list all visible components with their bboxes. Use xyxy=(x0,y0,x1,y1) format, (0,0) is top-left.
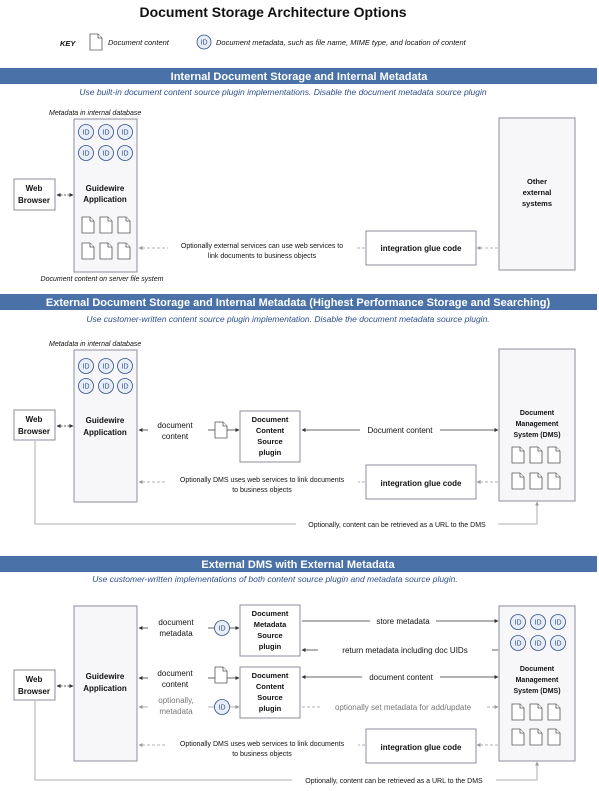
svg-text:ID: ID xyxy=(82,363,90,371)
key-label: KEY xyxy=(60,39,76,48)
section3-web-browser-label-1: Web xyxy=(25,675,43,684)
svg-text:ID: ID xyxy=(534,619,542,627)
section2-dms-label-2: Management xyxy=(515,421,559,428)
section2-doc-content-arrow-label: Document content xyxy=(367,426,433,435)
section1-subtitle: Use built-in document content source plugin implementations. Disable the document metadata source plugin xyxy=(79,87,487,97)
section1-glue-label: integration glue code xyxy=(380,244,462,253)
svg-text:ID: ID xyxy=(121,150,129,158)
section1-external-label-3: systems xyxy=(521,199,553,208)
section3-dms-label-3: System (DMS) xyxy=(513,688,561,695)
section3-url-note: Optionally, content can be retrieved as a URL to the DMS xyxy=(305,778,483,785)
section2-plugin-label-3: Source xyxy=(257,437,283,446)
section2-doc-content-label-2: content xyxy=(161,432,189,441)
section3-dms-label-2: Management xyxy=(515,677,559,684)
key-id-icon xyxy=(197,35,211,49)
svg-text:ID: ID xyxy=(121,383,129,391)
page-title: Document Storage Architecture Options xyxy=(139,4,407,20)
section3-subtitle: Use customer-written implementations of both content source plugin and metadata source plugin. xyxy=(92,574,458,584)
section2-url-note: Optionally, content can be retrieved as a URL to the DMS xyxy=(308,522,486,529)
section2-dms-label-3: System (DMS) xyxy=(513,432,561,439)
svg-text:ID: ID xyxy=(534,640,542,648)
svg-text:ID: ID xyxy=(82,383,90,391)
section2-web-browser-label-2: Browser xyxy=(17,427,51,436)
svg-text:ID: ID xyxy=(82,150,90,158)
section3-optional-metadata-label-2: metadata xyxy=(159,707,193,716)
section1-note-1: Optionally external services can use web services to xyxy=(180,243,344,250)
section1-note-2: link documents to business objects xyxy=(207,253,317,260)
section2-plugin-label-1: Document xyxy=(251,415,289,424)
section3-web-browser-label-2: Browser xyxy=(17,687,51,696)
section3-metadata-plugin-label-1: Document xyxy=(251,609,289,618)
section2-guidewire-label-2: Application xyxy=(83,428,127,437)
section3-dms-label-1: Document xyxy=(519,666,555,673)
svg-text:ID: ID xyxy=(554,619,562,627)
section3-doc-metadata-label-2: metadata xyxy=(159,629,193,638)
section3-guidewire-label-2: Application xyxy=(83,684,127,693)
section2-note-1: Optionally DMS uses web services to link documents xyxy=(179,477,345,484)
section2-web-browser-label-1: Web xyxy=(25,415,43,424)
section2-subtitle: Use customer-written content source plugin implementation. Disable the document metadata source plugin. xyxy=(86,314,490,324)
section1-guidewire-label-1: Guidewire xyxy=(85,184,125,193)
section2-title: External Document Storage and Internal Metadata (Highest Performance Storage and Searching) xyxy=(45,297,551,309)
section2-guidewire-label-1: Guidewire xyxy=(85,416,125,425)
section2-metadata-caption: Metadata in internal database xyxy=(49,341,142,348)
section2-doc-icon xyxy=(215,422,227,438)
section3-doc-content-label-2: content xyxy=(161,680,189,689)
svg-text:ID: ID xyxy=(514,619,522,627)
section3-content-plugin-label-2: Content xyxy=(255,682,285,691)
section1-content-caption: Document content on server file system xyxy=(40,276,164,283)
section3-note-1: Optionally DMS uses web services to link documents xyxy=(179,741,345,748)
section3-document-content-label: document content xyxy=(369,673,433,682)
section1-guidewire-label-2: Application xyxy=(83,195,127,204)
svg-text:ID: ID xyxy=(554,640,562,648)
svg-text:ID: ID xyxy=(218,704,226,712)
section3-content-plugin-label-3: Source xyxy=(257,693,283,702)
key-doc-text: Document content xyxy=(108,38,169,47)
section1-web-browser-label-2: Browser xyxy=(17,196,51,205)
section3-metadata-plugin-label-2: Metadata xyxy=(253,620,287,629)
svg-text:ID: ID xyxy=(514,640,522,648)
section3-return-metadata-label: return metadata including doc UIDs xyxy=(342,646,468,655)
section3-doc-icon xyxy=(215,667,227,683)
section1-title: Internal Document Storage and Internal Metadata xyxy=(170,71,428,83)
svg-text:ID: ID xyxy=(121,129,129,137)
svg-text:ID: ID xyxy=(121,363,129,371)
section3-content-plugin-label-1: Document xyxy=(251,671,289,680)
section3-optionally-set-label: optionally set metadata for add/update xyxy=(334,703,472,712)
section3-guidewire-label-1: Guidewire xyxy=(85,672,125,681)
section1-web-browser-label-1: Web xyxy=(25,184,43,193)
key-doc-icon xyxy=(90,34,102,50)
svg-text:ID: ID xyxy=(102,150,110,158)
section3-metadata-plugin-label-4: plugin xyxy=(258,642,282,651)
section2-glue-label: integration glue code xyxy=(380,479,462,488)
section3-store-metadata-label: store metadata xyxy=(376,617,430,626)
section1-external-label-1: Other xyxy=(526,177,548,186)
section3-metadata-id-icon xyxy=(215,621,230,636)
section3-doc-metadata-label-1: document xyxy=(158,618,194,627)
section2-doc-content-label-1: document xyxy=(157,421,193,430)
svg-text:ID: ID xyxy=(102,363,110,371)
key-id-text: Document metadata, such as file name, MIME type, and location of content xyxy=(216,38,466,47)
section3-title: External DMS with External Metadata xyxy=(201,559,395,571)
section3-glue-label: integration glue code xyxy=(380,743,462,752)
section2-dms-label-1: Document xyxy=(519,410,555,417)
svg-text:ID: ID xyxy=(102,129,110,137)
section3-optional-id-icon xyxy=(215,700,230,715)
section3-doc-content-label-1: document xyxy=(157,669,193,678)
section3-note-2: to business objects xyxy=(232,751,292,758)
section2-note-2: to business objects xyxy=(232,487,292,494)
svg-text:ID: ID xyxy=(102,383,110,391)
section3-metadata-plugin-label-3: Source xyxy=(257,631,283,640)
svg-text:ID: ID xyxy=(218,625,226,633)
section2-plugin-label-4: plugin xyxy=(258,448,282,457)
svg-text:ID: ID xyxy=(200,39,208,47)
section1-external-label-2: external xyxy=(522,188,552,197)
section1-metadata-caption: Metadata in internal database xyxy=(49,110,142,117)
section3-optional-metadata-label-1: optionally, xyxy=(158,696,194,705)
svg-text:ID: ID xyxy=(82,129,90,137)
section2-plugin-label-2: Content xyxy=(255,426,285,435)
section3-content-plugin-label-4: plugin xyxy=(258,704,282,713)
